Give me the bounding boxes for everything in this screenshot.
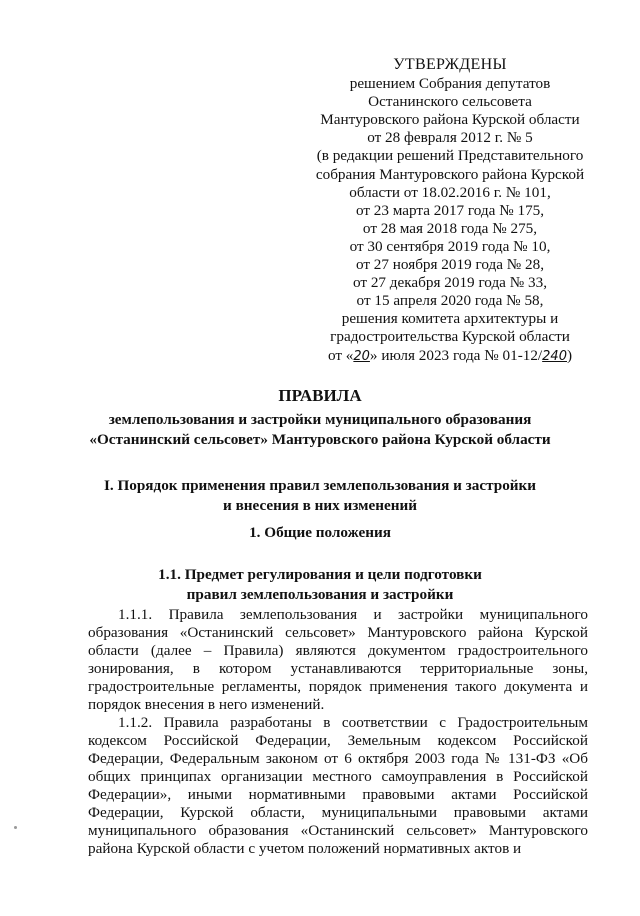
approval-line: собрания Мантуровского района Курской	[315, 165, 585, 183]
paragraph: 1.1.1. Правила землепользования и застройки муниципального образования «Останинский сельсовет» Мантуровского района Курской области (далее – Правила) являются документом градостроительного зонирования, в котором устанавливаются территориальные зоны, градостроительные регламенты, порядок применения такого документа и порядок внесения в него изменений.	[88, 606, 588, 713]
approval-line: от 27 декабря 2019 года № 33,	[353, 274, 547, 292]
paragraph: 1.1.2. Правила разработаны в соответствии с Градостроительным кодексом Российской Федерации, Земельным кодексом Российской Федерации, Федеральным законом от 6 октября 2003 года № 131-ФЗ «Об общих принципах организации местного самоуправления в Российской Федерации», иными нормативными правовыми актами Российской Федерации, Курской области, муниципальными правовыми актами муниципального образования «Останинский сельсовет» Мантуровского района Курской области с учетом положений нормативных актов и	[88, 714, 588, 857]
approval-line: области от 18.02.2016 г. № 101,	[349, 183, 551, 201]
approval-last-line	[300, 347, 600, 366]
approval-line: Останинского сельсовета	[368, 93, 532, 111]
chapter-heading: 1. Общие положения	[249, 524, 391, 541]
section-heading-line: и внесения в них изменений	[223, 497, 417, 514]
handwritten-number: 240	[542, 348, 567, 364]
subsection-heading-line: 1.1. Предмет регулирования и цели подготовки	[158, 566, 482, 583]
approval-line: (в редакции решений Представительного	[316, 147, 584, 165]
subsection-heading	[60, 565, 580, 605]
subtitle-line: «Останинский сельсовет» Мантуровского района Курской области	[89, 431, 551, 448]
subtitle-line: землепользования и застройки муниципального образования	[108, 411, 532, 428]
approval-line: от 27 ноября 2019 года № 28,	[355, 256, 545, 274]
approval-line: Мантуровского района Курской области	[320, 111, 580, 129]
approval-line: решением Собрания депутатов	[349, 75, 551, 93]
approval-line: градостроительства Курской области	[330, 328, 570, 346]
date-prefix: от «	[327, 346, 354, 364]
body-text	[88, 606, 588, 858]
date-middle: » июля 2023 года № 01-12/	[369, 346, 543, 364]
approval-line: от 15 апреля 2020 года № 58,	[356, 292, 544, 310]
document-title: ПРАВИЛА	[278, 386, 362, 405]
handwritten-day: 20	[353, 348, 370, 364]
subsection-heading-line: правил землепользования и застройки	[186, 586, 454, 603]
document-subtitle	[60, 410, 580, 450]
date-suffix: )	[566, 346, 573, 364]
scan-speck	[14, 826, 17, 829]
approval-line: от 28 мая 2018 года № 275,	[362, 219, 538, 237]
approval-line: от 28 февраля 2012 г. № 5	[367, 129, 533, 147]
approval-line: решения комитета архитектуры и	[341, 310, 559, 328]
section-heading	[60, 476, 580, 516]
approval-line: от 30 сентября 2019 года № 10,	[349, 237, 551, 255]
section-heading-line: I. Порядок применения правил землепользования и застройки	[103, 477, 537, 494]
approval-line: от 23 марта 2017 года № 175,	[355, 201, 545, 219]
approved-title: УТВЕРЖДЕНЫ	[393, 56, 507, 73]
approval-stamp-block	[300, 56, 600, 366]
